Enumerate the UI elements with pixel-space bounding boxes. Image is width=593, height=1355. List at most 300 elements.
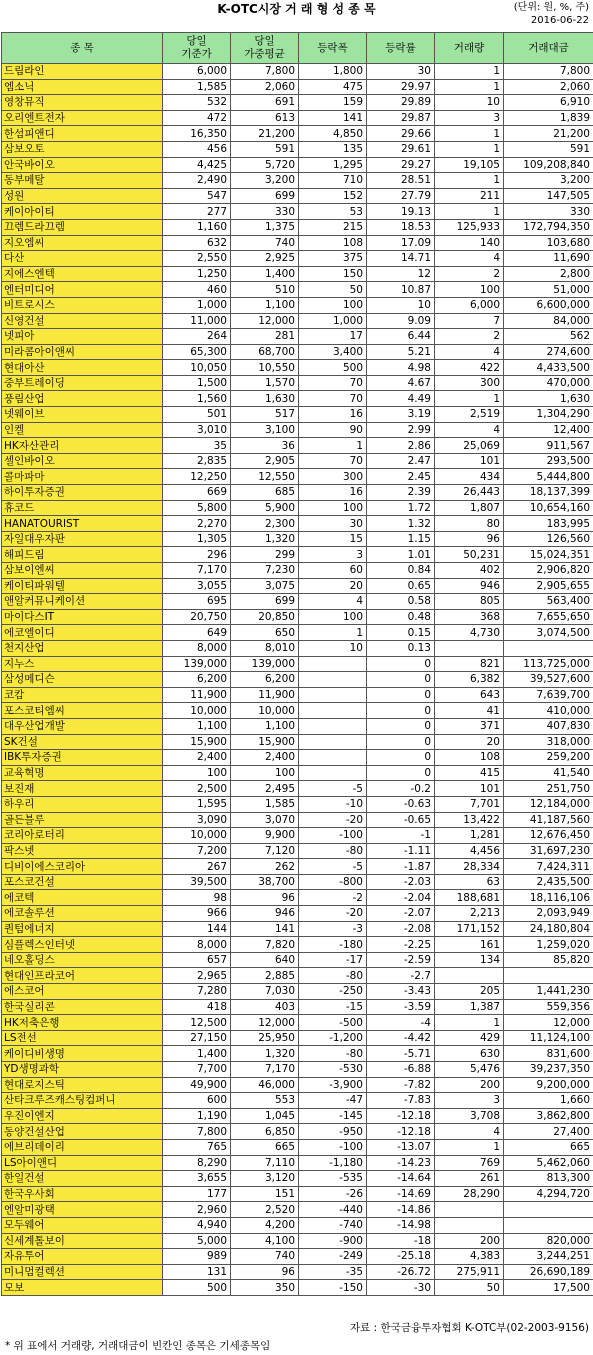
cell-base-price: 20,750 [163, 609, 231, 625]
cell-stock-name: LS전선 [2, 1030, 163, 1046]
cell-amount: 2,435,500 [504, 874, 593, 890]
cell-change: 150 [299, 266, 367, 282]
cell-change: -249 [299, 1249, 367, 1265]
cell-base-price: 144 [163, 921, 231, 937]
cell-amount: 3,074,500 [504, 625, 593, 641]
cell-change: -20 [299, 906, 367, 922]
cell-amount: 4,294,720 [504, 1186, 593, 1202]
cell-weighted-avg: 8,010 [231, 640, 299, 656]
table-title: K-OTC시장 거 래 형 성 종 목 [217, 2, 376, 16]
cell-change: 17 [299, 329, 367, 345]
cell-weighted-avg: 1,045 [231, 1108, 299, 1124]
cell-volume: 4,456 [435, 843, 504, 859]
footnote: * 위 표에서 거래량, 거래대금이 빈칸인 종목은 기세종목임 [5, 1340, 271, 1352]
cell-change: 70 [299, 391, 367, 407]
cell-stock-name: 성원 [2, 188, 163, 204]
cell-weighted-avg: 7,110 [231, 1155, 299, 1171]
cell-weighted-avg: 5,720 [231, 157, 299, 173]
cell-base-price: 8,000 [163, 640, 231, 656]
cell-change-rate: -14.69 [367, 1186, 435, 1202]
cell-weighted-avg: 699 [231, 594, 299, 610]
table-row [2, 1093, 593, 1109]
cell-base-price: 131 [163, 1264, 231, 1280]
cell-change-rate: -30 [367, 1280, 435, 1296]
cell-stock-name: 보진재 [2, 781, 163, 797]
cell-amount: 330 [504, 204, 593, 220]
date-label: 2016-06-22 [530, 15, 589, 26]
cell-base-price: 2,490 [163, 173, 231, 189]
table-row [2, 921, 593, 937]
cell-weighted-avg: 7,030 [231, 984, 299, 1000]
cell-amount: 274,600 [504, 344, 593, 360]
cell-amount: 15,024,351 [504, 547, 593, 563]
cell-volume: 4 [435, 251, 504, 267]
cell-change-rate: -14.64 [367, 1171, 435, 1187]
cell-change: -20 [299, 812, 367, 828]
cell-change [299, 703, 367, 719]
cell-weighted-avg: 139,000 [231, 656, 299, 672]
table-row [2, 79, 593, 95]
cell-change-rate: 0 [367, 734, 435, 750]
cell-change-rate: -2.04 [367, 890, 435, 906]
cell-amount: 12,000 [504, 1015, 593, 1031]
cell-amount: 4,433,500 [504, 360, 593, 376]
cell-base-price: 39,500 [163, 874, 231, 890]
table-row [2, 812, 593, 828]
cell-weighted-avg: 10,000 [231, 703, 299, 719]
table-row [2, 141, 593, 157]
cell-volume: 4 [435, 422, 504, 438]
cell-change: 70 [299, 453, 367, 469]
table-row [2, 750, 593, 766]
cell-amount: 6,910 [504, 95, 593, 111]
cell-stock-name: 하우리 [2, 796, 163, 812]
cell-change-rate: 1.01 [367, 547, 435, 563]
cell-change [299, 750, 367, 766]
cell-change-rate: 6.44 [367, 329, 435, 345]
table-row [2, 1077, 593, 1093]
cell-change: 300 [299, 469, 367, 485]
cell-amount: 26,690,189 [504, 1264, 593, 1280]
cell-weighted-avg: 7,170 [231, 1062, 299, 1078]
table-row [2, 1280, 593, 1296]
table-row [2, 219, 593, 235]
cell-amount [504, 968, 593, 984]
cell-amount: 10,654,160 [504, 500, 593, 516]
cell-volume: 161 [435, 937, 504, 953]
table-row [2, 531, 593, 547]
cell-base-price: 966 [163, 906, 231, 922]
cell-volume: 415 [435, 765, 504, 781]
cell-change-rate: -1.87 [367, 859, 435, 875]
cell-change [299, 656, 367, 672]
cell-volume: 643 [435, 687, 504, 703]
cell-base-price: 3,655 [163, 1171, 231, 1187]
table-row [2, 1171, 593, 1187]
cell-base-price: 296 [163, 547, 231, 563]
cell-weighted-avg: 591 [231, 141, 299, 157]
cell-base-price: 15,900 [163, 734, 231, 750]
cell-weighted-avg: 96 [231, 890, 299, 906]
cell-volume: 6,382 [435, 672, 504, 688]
cell-weighted-avg: 12,550 [231, 469, 299, 485]
cell-weighted-avg: 1,100 [231, 718, 299, 734]
cell-change: 20 [299, 578, 367, 594]
table-row [2, 173, 593, 189]
cell-weighted-avg: 20,850 [231, 609, 299, 625]
cell-weighted-avg: 1,320 [231, 531, 299, 547]
table-row [2, 297, 593, 313]
cell-change-rate: 0 [367, 718, 435, 734]
cell-stock-name: 중부트레이딩 [2, 375, 163, 391]
cell-weighted-avg: 650 [231, 625, 299, 641]
cell-weighted-avg: 7,800 [231, 64, 299, 80]
cell-volume: 63 [435, 874, 504, 890]
cell-change: 70 [299, 375, 367, 391]
cell-weighted-avg: 3,200 [231, 173, 299, 189]
table-row [2, 485, 593, 501]
cell-amount: 113,725,000 [504, 656, 593, 672]
cell-stock-name: 현대인프라코어 [2, 968, 163, 984]
cell-change-rate: 12 [367, 266, 435, 282]
cell-stock-name: 해피드림 [2, 547, 163, 563]
cell-weighted-avg: 3,100 [231, 422, 299, 438]
cell-change-rate: -26.72 [367, 1264, 435, 1280]
cell-change-rate: -2.25 [367, 937, 435, 953]
cell-amount: 183,995 [504, 516, 593, 532]
cell-weighted-avg: 7,820 [231, 937, 299, 953]
cell-base-price: 501 [163, 407, 231, 423]
cell-volume: 1,807 [435, 500, 504, 516]
cell-stock-name: 엔알미광택 [2, 1202, 163, 1218]
cell-stock-name: 끄렘드라끄렘 [2, 219, 163, 235]
cell-base-price: 5,000 [163, 1233, 231, 1249]
cell-volume: 1 [435, 79, 504, 95]
cell-change-rate: 3.19 [367, 407, 435, 423]
cell-change-rate: -7.82 [367, 1077, 435, 1093]
cell-stock-name: 대우산업개발 [2, 718, 163, 734]
cell-stock-name: 자유투어 [2, 1249, 163, 1265]
cell-base-price: 10,000 [163, 703, 231, 719]
cell-stock-name: 마이다스IT [2, 609, 163, 625]
cell-amount: 51,000 [504, 282, 593, 298]
cell-volume: 7,701 [435, 796, 504, 812]
table-row [2, 469, 593, 485]
cell-change: 30 [299, 516, 367, 532]
cell-amount: 126,560 [504, 531, 593, 547]
cell-volume: 2,213 [435, 906, 504, 922]
cell-volume: 4 [435, 1124, 504, 1140]
cell-volume: 80 [435, 516, 504, 532]
cell-change: -100 [299, 828, 367, 844]
cell-base-price: 16,350 [163, 126, 231, 142]
cell-volume: 1 [435, 391, 504, 407]
cell-change-rate: -12.18 [367, 1108, 435, 1124]
cell-amount: 1,660 [504, 1093, 593, 1109]
cell-amount: 12,400 [504, 422, 593, 438]
cell-amount: 318,000 [504, 734, 593, 750]
table-row [2, 64, 593, 80]
cell-change-rate: 18.53 [367, 219, 435, 235]
cell-weighted-avg: 553 [231, 1093, 299, 1109]
cell-base-price: 1,500 [163, 375, 231, 391]
cell-change: -2 [299, 890, 367, 906]
cell-stock-name: 풍림산업 [2, 391, 163, 407]
cell-weighted-avg: 68,700 [231, 344, 299, 360]
cell-stock-name: 현대로지스틱 [2, 1077, 163, 1093]
cell-amount: 820,000 [504, 1233, 593, 1249]
cell-volume: 275,911 [435, 1264, 504, 1280]
cell-change: 100 [299, 500, 367, 516]
cell-weighted-avg: 1,570 [231, 375, 299, 391]
cell-volume: 4,383 [435, 1249, 504, 1265]
cell-weighted-avg: 141 [231, 921, 299, 937]
cell-change-rate: -3.43 [367, 984, 435, 1000]
cell-stock-name: 교육혁명 [2, 765, 163, 781]
cell-change: -100 [299, 1139, 367, 1155]
cell-volume: 100 [435, 282, 504, 298]
cell-stock-name: 안국바이오 [2, 157, 163, 173]
cell-volume: 171,152 [435, 921, 504, 937]
cell-weighted-avg: 1,375 [231, 219, 299, 235]
cell-volume: 1,387 [435, 999, 504, 1015]
cell-amount: 813,300 [504, 1171, 593, 1187]
cell-change: 60 [299, 563, 367, 579]
table-row [2, 609, 593, 625]
cell-base-price: 669 [163, 485, 231, 501]
table-row [2, 438, 593, 454]
cell-stock-name: 산타크루즈캐스팅컴퍼니 [2, 1093, 163, 1109]
cell-change: -47 [299, 1093, 367, 1109]
cell-stock-name: HK저축은행 [2, 1015, 163, 1031]
cell-change-rate: -14.23 [367, 1155, 435, 1171]
cell-base-price: 472 [163, 110, 231, 126]
cell-change: 141 [299, 110, 367, 126]
table-row [2, 516, 593, 532]
cell-amount [504, 1202, 593, 1218]
cell-base-price: 989 [163, 1249, 231, 1265]
cell-amount: 109,208,840 [504, 157, 593, 173]
table-row [2, 1015, 593, 1031]
cell-amount: 3,862,800 [504, 1108, 593, 1124]
cell-stock-name: 심플렉스인터넷 [2, 937, 163, 953]
cell-volume: 1 [435, 1015, 504, 1031]
cell-change-rate: 29.89 [367, 95, 435, 111]
cell-change-rate: -0.2 [367, 781, 435, 797]
cell-volume: 769 [435, 1155, 504, 1171]
cell-weighted-avg: 7,120 [231, 843, 299, 859]
cell-amount: 7,655,650 [504, 609, 593, 625]
table-row [2, 1186, 593, 1202]
cell-weighted-avg: 1,630 [231, 391, 299, 407]
cell-volume [435, 1202, 504, 1218]
cell-stock-name: 지누스 [2, 656, 163, 672]
cell-volume: 50,231 [435, 547, 504, 563]
table-row [2, 360, 593, 376]
cell-base-price: 10,000 [163, 828, 231, 844]
cell-stock-name: 하이투자증권 [2, 485, 163, 501]
cell-base-price: 12,250 [163, 469, 231, 485]
header-change-rate: 등락률 [367, 33, 435, 64]
cell-weighted-avg: 281 [231, 329, 299, 345]
cell-change-rate: 0 [367, 703, 435, 719]
cell-change: -535 [299, 1171, 367, 1187]
cell-stock-name: 엔터미디어 [2, 282, 163, 298]
table-row [2, 407, 593, 423]
cell-change: 50 [299, 282, 367, 298]
cell-weighted-avg: 6,850 [231, 1124, 299, 1140]
table-row [2, 1124, 593, 1140]
cell-change-rate: 0.58 [367, 594, 435, 610]
cell-stock-name: 케이디비생명 [2, 1046, 163, 1062]
cell-base-price: 11,000 [163, 313, 231, 329]
cell-weighted-avg: 10,550 [231, 360, 299, 376]
cell-volume: 211 [435, 188, 504, 204]
cell-volume: 805 [435, 594, 504, 610]
cell-base-price: 10,050 [163, 360, 231, 376]
cell-weighted-avg: 1,400 [231, 266, 299, 282]
cell-change-rate: 0.65 [367, 578, 435, 594]
cell-change-rate: 0 [367, 656, 435, 672]
cell-amount: 259,200 [504, 750, 593, 766]
cell-amount: 2,800 [504, 266, 593, 282]
cell-change-rate: -2.7 [367, 968, 435, 984]
cell-amount: 5,462,060 [504, 1155, 593, 1171]
cell-change: 1 [299, 438, 367, 454]
cell-base-price: 8,290 [163, 1155, 231, 1171]
table-row [2, 952, 593, 968]
cell-change: 475 [299, 79, 367, 95]
cell-change-rate: -1.11 [367, 843, 435, 859]
cell-volume: 134 [435, 952, 504, 968]
table-row [2, 1233, 593, 1249]
cell-stock-name: 넷웨이브 [2, 407, 163, 423]
cell-base-price: 264 [163, 329, 231, 345]
cell-amount: 41,540 [504, 765, 593, 781]
cell-change [299, 687, 367, 703]
cell-stock-name: 삼성메디슨 [2, 672, 163, 688]
cell-stock-name: 모두웨어 [2, 1217, 163, 1233]
cell-weighted-avg: 3,075 [231, 578, 299, 594]
cell-volume: 125,933 [435, 219, 504, 235]
table-row [2, 329, 593, 345]
cell-change-rate: -1 [367, 828, 435, 844]
cell-change-rate: 29.66 [367, 126, 435, 142]
cell-change: 100 [299, 609, 367, 625]
cell-base-price: 98 [163, 890, 231, 906]
cell-weighted-avg: 946 [231, 906, 299, 922]
header-volume: 거래량 [435, 33, 504, 64]
table-row [2, 968, 593, 984]
cell-weighted-avg: 3,120 [231, 1171, 299, 1187]
cell-change-rate: -2.08 [367, 921, 435, 937]
cell-stock-name: 비트로시스 [2, 297, 163, 313]
cell-weighted-avg: 691 [231, 95, 299, 111]
cell-change-rate: 0 [367, 672, 435, 688]
cell-base-price: 267 [163, 859, 231, 875]
cell-weighted-avg: 2,925 [231, 251, 299, 267]
cell-change: -26 [299, 1186, 367, 1202]
cell-change: -150 [299, 1280, 367, 1296]
cell-stock-name: 코캄 [2, 687, 163, 703]
cell-base-price: 2,965 [163, 968, 231, 984]
cell-base-price: 1,305 [163, 531, 231, 547]
cell-stock-name: 모보 [2, 1280, 163, 1296]
cell-volume: 821 [435, 656, 504, 672]
cell-change: -740 [299, 1217, 367, 1233]
cell-change-rate: 0.15 [367, 625, 435, 641]
cell-weighted-avg: 12,000 [231, 313, 299, 329]
table-row [2, 422, 593, 438]
cell-weighted-avg: 21,200 [231, 126, 299, 142]
cell-change-rate: -4.42 [367, 1030, 435, 1046]
cell-change-rate: 19.13 [367, 204, 435, 220]
cell-weighted-avg: 510 [231, 282, 299, 298]
cell-amount: 293,500 [504, 453, 593, 469]
cell-stock-name: 에코솔루션 [2, 906, 163, 922]
cell-stock-name: 앤알커뮤니케이션 [2, 594, 163, 610]
cell-volume: 108 [435, 750, 504, 766]
table-row [2, 999, 593, 1015]
cell-weighted-avg: 4,200 [231, 1217, 299, 1233]
cell-weighted-avg: 1,585 [231, 796, 299, 812]
cell-stock-name: 퀀텀에너지 [2, 921, 163, 937]
cell-weighted-avg: 38,700 [231, 874, 299, 890]
cell-base-price: 139,000 [163, 656, 231, 672]
cell-weighted-avg: 2,495 [231, 781, 299, 797]
cell-amount: 39,527,600 [504, 672, 593, 688]
cell-amount: 18,116,106 [504, 890, 593, 906]
table-row [2, 906, 593, 922]
cell-stock-name: 미니멈컬렉션 [2, 1264, 163, 1280]
cell-stock-name: 케이티파워텔 [2, 578, 163, 594]
table-row [2, 1202, 593, 1218]
header-base-price: 당일 기준가 [163, 33, 231, 64]
table-row [2, 453, 593, 469]
cell-weighted-avg: 12,000 [231, 1015, 299, 1031]
cell-change: 500 [299, 360, 367, 376]
cell-amount: 39,237,350 [504, 1062, 593, 1078]
table-row [2, 1108, 593, 1124]
cell-weighted-avg: 6,200 [231, 672, 299, 688]
cell-base-price: 65,300 [163, 344, 231, 360]
cell-change: 215 [299, 219, 367, 235]
cell-change-rate: 1.32 [367, 516, 435, 532]
cell-change: 15 [299, 531, 367, 547]
cell-stock-name: 삼보오토 [2, 141, 163, 157]
cell-change: 152 [299, 188, 367, 204]
stock-table [1, 32, 593, 1296]
cell-amount: 559,356 [504, 999, 593, 1015]
table-row [2, 687, 593, 703]
cell-weighted-avg: 613 [231, 110, 299, 126]
cell-base-price: 532 [163, 95, 231, 111]
table-row [2, 1155, 593, 1171]
table-row [2, 828, 593, 844]
cell-change: 1,000 [299, 313, 367, 329]
cell-change-rate: 2.39 [367, 485, 435, 501]
cell-change-rate: 29.97 [367, 79, 435, 95]
cell-volume: 3 [435, 1093, 504, 1109]
table-row [2, 796, 593, 812]
cell-change: -950 [299, 1124, 367, 1140]
cell-change: 375 [299, 251, 367, 267]
cell-change-rate: -3.59 [367, 999, 435, 1015]
cell-amount: 2,906,820 [504, 563, 593, 579]
cell-weighted-avg: 9,900 [231, 828, 299, 844]
cell-base-price: 1,400 [163, 1046, 231, 1062]
cell-weighted-avg: 36 [231, 438, 299, 454]
